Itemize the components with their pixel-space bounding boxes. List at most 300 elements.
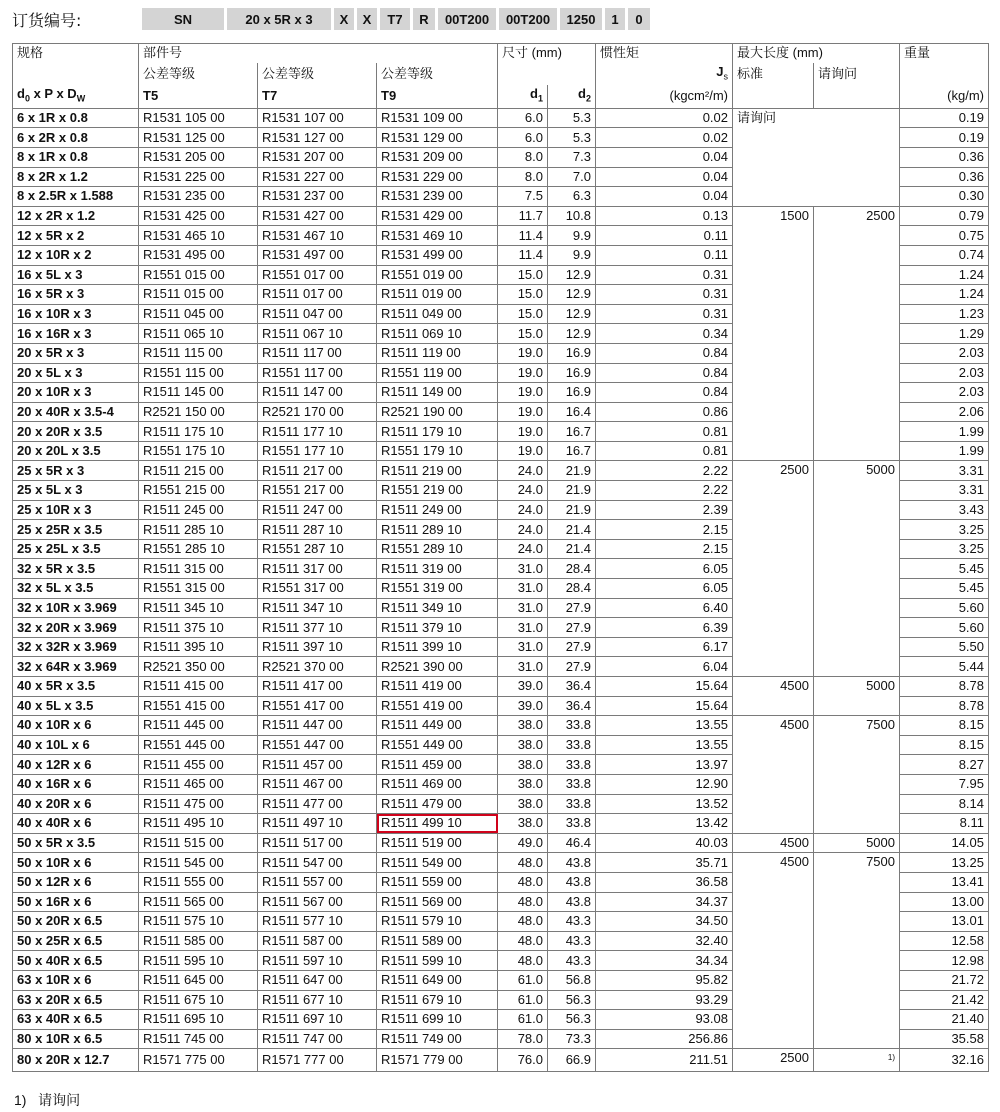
cell-part-t5: R1511 285 10 <box>139 520 258 540</box>
cell-part-t5: R1551 315 00 <box>139 579 258 599</box>
cell-weight: 0.36 <box>900 167 989 187</box>
order-code-cell: 00T200 <box>438 8 496 30</box>
cell-d2: 43.3 <box>548 931 596 951</box>
cell-weight: 3.25 <box>900 539 989 559</box>
cell-maxlen-inquire: 5000 <box>814 833 900 853</box>
cell-d1: 31.0 <box>498 618 548 638</box>
cell-part-t5: R1531 205 00 <box>139 147 258 167</box>
cell-part-t9: R2521 190 00 <box>377 402 498 422</box>
cell-inertia: 13.52 <box>596 794 733 814</box>
cell-part-t7: R1511 377 10 <box>258 618 377 638</box>
header-spec-symbol: $d_0$ x P x $D_W$ <box>13 85 139 108</box>
cell-d2: 73.3 <box>548 1029 596 1049</box>
cell-d2: 21.4 <box>548 539 596 559</box>
cell-maxlen-std: 请询问 <box>733 108 900 206</box>
cell-inertia: 40.03 <box>596 833 733 853</box>
cell-spec: 6 x 1R x 0.8 <box>13 108 139 128</box>
cell-spec: 12 x 10R x 2 <box>13 245 139 265</box>
cell-d2: 33.8 <box>548 794 596 814</box>
cell-spec: 50 x 10R x 6 <box>13 853 139 873</box>
cell-inertia: 32.40 <box>596 931 733 951</box>
cell-spec: 50 x 16R x 6 <box>13 892 139 912</box>
cell-inertia: 0.86 <box>596 402 733 422</box>
cell-inertia: 6.40 <box>596 598 733 618</box>
cell-part-t5: R1551 175 10 <box>139 441 258 461</box>
cell-weight: 2.03 <box>900 343 989 363</box>
cell-spec: 80 x 20R x 12.7 <box>13 1049 139 1071</box>
cell-d2: 33.8 <box>548 735 596 755</box>
cell-spec: 25 x 25L x 3.5 <box>13 539 139 559</box>
cell-d1: 8.0 <box>498 167 548 187</box>
cell-part-t7: R1511 647 00 <box>258 970 377 990</box>
cell-weight: 5.60 <box>900 618 989 638</box>
cell-d2: 12.9 <box>548 285 596 305</box>
cell-part-t9: R1511 569 00 <box>377 892 498 912</box>
cell-inertia: 93.29 <box>596 990 733 1010</box>
cell-part-t9: R1531 239 00 <box>377 187 498 207</box>
cell-spec: 6 x 2R x 0.8 <box>13 128 139 148</box>
order-code-cell: 0 <box>628 8 650 30</box>
cell-d2: 36.4 <box>548 677 596 697</box>
cell-inertia: 2.22 <box>596 461 733 481</box>
table-row <box>13 206 989 226</box>
order-code-cells <box>142 8 653 30</box>
cell-part-t5: R1551 285 10 <box>139 539 258 559</box>
cell-d1: 76.0 <box>498 1049 548 1071</box>
cell-inertia: 13.42 <box>596 814 733 834</box>
cell-part-t5: R1511 415 00 <box>139 677 258 697</box>
cell-d1: 39.0 <box>498 677 548 697</box>
cell-part-t7: R1511 497 10 <box>258 814 377 834</box>
cell-d1: 19.0 <box>498 402 548 422</box>
header-part-no: 部件号 <box>139 44 498 63</box>
cell-spec: 32 x 32R x 3.969 <box>13 637 139 657</box>
cell-part-t5: R1511 645 00 <box>139 970 258 990</box>
cell-d1: 31.0 <box>498 637 548 657</box>
cell-part-t9: R1511 519 00 <box>377 833 498 853</box>
cell-spec: 50 x 5R x 3.5 <box>13 833 139 853</box>
cell-part-t9: R1511 379 10 <box>377 618 498 638</box>
cell-d2: 6.3 <box>548 187 596 207</box>
cell-part-t5: R1511 575 10 <box>139 912 258 932</box>
cell-part-t5: R1511 695 10 <box>139 1010 258 1030</box>
cell-part-t5: R1551 415 00 <box>139 696 258 716</box>
cell-d2: 21.9 <box>548 481 596 501</box>
cell-d2: 7.0 <box>548 167 596 187</box>
cell-spec: 20 x 20R x 3.5 <box>13 422 139 442</box>
cell-part-t9: R1571 779 00 <box>377 1049 498 1071</box>
cell-inertia: 93.08 <box>596 1010 733 1030</box>
cell-inertia: 95.82 <box>596 970 733 990</box>
cell-part-t5: R2521 150 00 <box>139 402 258 422</box>
cell-d2: 66.9 <box>548 1049 596 1071</box>
order-code-cell: X <box>357 8 377 30</box>
cell-weight: 14.05 <box>900 833 989 853</box>
cell-part-t5: R1511 145 00 <box>139 383 258 403</box>
cell-spec: 80 x 10R x 6.5 <box>13 1029 139 1049</box>
cell-part-t9: R1531 109 00 <box>377 108 498 128</box>
cell-inertia: 15.64 <box>596 696 733 716</box>
cell-part-t5: R1551 115 00 <box>139 363 258 383</box>
cell-spec: 12 x 2R x 1.2 <box>13 206 139 226</box>
order-code-label: 订货编号: <box>12 10 82 30</box>
cell-part-t7: R1551 217 00 <box>258 481 377 501</box>
cell-part-t9: R1511 069 10 <box>377 324 498 344</box>
order-code-cell: 1250 <box>560 8 602 30</box>
cell-weight: 3.31 <box>900 461 989 481</box>
cell-part-t9: R1551 419 00 <box>377 696 498 716</box>
cell-part-t9: R1511 549 00 <box>377 853 498 873</box>
cell-inertia: 6.05 <box>596 579 733 599</box>
cell-spec: 40 x 10L x 6 <box>13 735 139 755</box>
cell-spec: 12 x 5R x 2 <box>13 226 139 246</box>
cell-d2: 56.8 <box>548 970 596 990</box>
cell-d1: 48.0 <box>498 951 548 971</box>
cell-part-t9: R1511 749 00 <box>377 1029 498 1049</box>
cell-weight: 0.30 <box>900 187 989 207</box>
cell-weight: 7.95 <box>900 774 989 794</box>
cell-inertia: 6.04 <box>596 657 733 677</box>
cell-part-t7: R1511 577 10 <box>258 912 377 932</box>
cell-part-t5: R1571 775 00 <box>139 1049 258 1071</box>
cell-inertia: 0.11 <box>596 226 733 246</box>
cell-weight: 21.42 <box>900 990 989 1010</box>
cell-part-t9: R1551 019 00 <box>377 265 498 285</box>
spec-table <box>12 43 989 1072</box>
cell-spec: 8 x 2.5R x 1.588 <box>13 187 139 207</box>
cell-d1: 38.0 <box>498 814 548 834</box>
cell-inertia: 36.58 <box>596 872 733 892</box>
cell-d2: 9.9 <box>548 226 596 246</box>
cell-maxlen-inquire: 5000 <box>814 461 900 677</box>
order-code-bar <box>12 8 653 30</box>
cell-part-t7: R1551 317 00 <box>258 579 377 599</box>
cell-d1: 38.0 <box>498 774 548 794</box>
cell-spec: 16 x 5L x 3 <box>13 265 139 285</box>
cell-part-t5: R1511 475 00 <box>139 794 258 814</box>
cell-d2: 27.9 <box>548 598 596 618</box>
cell-part-t7: R1511 287 10 <box>258 520 377 540</box>
header-tol-t5: 公差等级 <box>139 63 258 86</box>
cell-inertia: 34.37 <box>596 892 733 912</box>
cell-spec: 32 x 20R x 3.969 <box>13 618 139 638</box>
cell-part-t5: R1531 105 00 <box>139 108 258 128</box>
cell-inertia: 2.22 <box>596 481 733 501</box>
cell-d1: 15.0 <box>498 265 548 285</box>
cell-part-t9: R1511 219 00 <box>377 461 498 481</box>
cell-weight: 13.00 <box>900 892 989 912</box>
cell-d2: 43.8 <box>548 853 596 873</box>
cell-part-t7: R1511 517 00 <box>258 833 377 853</box>
cell-d2: 7.3 <box>548 147 596 167</box>
header-maxlen: 最大长度 (mm) <box>733 44 900 63</box>
cell-part-t9: R1551 319 00 <box>377 579 498 599</box>
cell-d1: 61.0 <box>498 990 548 1010</box>
cell-part-t7: R1511 457 00 <box>258 755 377 775</box>
cell-inertia: 2.15 <box>596 539 733 559</box>
cell-weight: 1.99 <box>900 422 989 442</box>
cell-part-t9: R1551 179 10 <box>377 441 498 461</box>
cell-d1: 11.4 <box>498 226 548 246</box>
cell-weight: 8.27 <box>900 755 989 775</box>
cell-spec: 50 x 25R x 6.5 <box>13 931 139 951</box>
order-code-cell: 1 <box>605 8 625 30</box>
cell-spec: 25 x 10R x 3 <box>13 500 139 520</box>
cell-d2: 27.9 <box>548 657 596 677</box>
cell-d1: 39.0 <box>498 696 548 716</box>
cell-part-t5: R1551 015 00 <box>139 265 258 285</box>
cell-d1: 48.0 <box>498 912 548 932</box>
cell-weight: 8.78 <box>900 696 989 716</box>
cell-maxlen-inquire: 2500 <box>814 206 900 461</box>
cell-part-t7: R1511 117 00 <box>258 343 377 363</box>
cell-weight: 2.03 <box>900 383 989 403</box>
header-inertia-symbol: $J_s$ <box>596 63 733 86</box>
cell-part-t7: R1511 467 00 <box>258 774 377 794</box>
cell-part-t5: R1511 595 10 <box>139 951 258 971</box>
cell-weight: 8.11 <box>900 814 989 834</box>
cell-d2: 43.3 <box>548 951 596 971</box>
cell-d1: 31.0 <box>498 579 548 599</box>
cell-weight: 5.44 <box>900 657 989 677</box>
cell-part-t9: R1511 249 00 <box>377 500 498 520</box>
cell-part-t5: R1511 675 10 <box>139 990 258 1010</box>
cell-spec: 40 x 5L x 3.5 <box>13 696 139 716</box>
cell-spec: 63 x 20R x 6.5 <box>13 990 139 1010</box>
cell-spec: 25 x 5R x 3 <box>13 461 139 481</box>
cell-d2: 43.8 <box>548 892 596 912</box>
cell-d2: 28.4 <box>548 559 596 579</box>
cell-part-t9: R1511 679 10 <box>377 990 498 1010</box>
table-row <box>13 853 989 873</box>
cell-d1: 31.0 <box>498 657 548 677</box>
cell-part-t7: R1531 237 00 <box>258 187 377 207</box>
cell-part-t5: R1511 495 10 <box>139 814 258 834</box>
cell-weight: 13.41 <box>900 872 989 892</box>
cell-part-t5: R1531 125 00 <box>139 128 258 148</box>
cell-part-t5: R1531 225 00 <box>139 167 258 187</box>
cell-part-t9: R1511 419 00 <box>377 677 498 697</box>
cell-part-t7: R1511 557 00 <box>258 872 377 892</box>
cell-d2: 28.4 <box>548 579 596 599</box>
cell-spec: 63 x 10R x 6 <box>13 970 139 990</box>
cell-part-t7: R1511 217 00 <box>258 461 377 481</box>
cell-d1: 48.0 <box>498 892 548 912</box>
cell-part-t5: R1511 175 10 <box>139 422 258 442</box>
cell-part-t5: R1511 455 00 <box>139 755 258 775</box>
cell-d2: 5.3 <box>548 108 596 128</box>
cell-weight: 35.58 <box>900 1029 989 1049</box>
cell-part-t5: R1511 065 10 <box>139 324 258 344</box>
cell-inertia: 0.31 <box>596 304 733 324</box>
cell-part-t7: R1511 747 00 <box>258 1029 377 1049</box>
cell-d1: 6.0 <box>498 108 548 128</box>
cell-d2: 36.4 <box>548 696 596 716</box>
cell-d2: 46.4 <box>548 833 596 853</box>
cell-spec: 16 x 5R x 3 <box>13 285 139 305</box>
cell-d2: 12.9 <box>548 265 596 285</box>
cell-d2: 16.9 <box>548 363 596 383</box>
cell-inertia: 0.04 <box>596 147 733 167</box>
header-tol-t9: 公差等级 <box>377 63 498 86</box>
cell-part-t7: R1511 177 10 <box>258 422 377 442</box>
cell-weight: 3.43 <box>900 500 989 520</box>
cell-weight: 1.99 <box>900 441 989 461</box>
table-row <box>13 108 989 128</box>
cell-part-t9: R1511 449 00 <box>377 716 498 736</box>
cell-spec: 20 x 5R x 3 <box>13 343 139 363</box>
cell-d1: 24.0 <box>498 520 548 540</box>
cell-weight: 5.60 <box>900 598 989 618</box>
cell-inertia: 0.84 <box>596 383 733 403</box>
cell-spec: 32 x 5L x 3.5 <box>13 579 139 599</box>
cell-part-t7: R1511 417 00 <box>258 677 377 697</box>
cell-d1: 11.4 <box>498 245 548 265</box>
cell-d2: 16.4 <box>548 402 596 422</box>
cell-part-t9: R1511 469 00 <box>377 774 498 794</box>
cell-part-t7: R1551 417 00 <box>258 696 377 716</box>
cell-d1: 24.0 <box>498 481 548 501</box>
cell-d2: 10.8 <box>548 206 596 226</box>
cell-d1: 19.0 <box>498 363 548 383</box>
header-t5: T5 <box>139 85 258 108</box>
cell-inertia: 12.90 <box>596 774 733 794</box>
cell-part-t9: R1551 449 00 <box>377 735 498 755</box>
cell-d2: 21.9 <box>548 461 596 481</box>
cell-part-t7: R1531 227 00 <box>258 167 377 187</box>
cell-spec: 50 x 20R x 6.5 <box>13 912 139 932</box>
cell-part-t9: R2521 390 00 <box>377 657 498 677</box>
table-row <box>13 677 989 697</box>
cell-inertia: 0.02 <box>596 128 733 148</box>
cell-d1: 15.0 <box>498 285 548 305</box>
cell-inertia: 13.55 <box>596 716 733 736</box>
cell-weight: 8.78 <box>900 677 989 697</box>
cell-part-t5: R1511 115 00 <box>139 343 258 363</box>
cell-part-t5: R1511 445 00 <box>139 716 258 736</box>
cell-part-t9: R1511 459 00 <box>377 755 498 775</box>
cell-d1: 19.0 <box>498 441 548 461</box>
cell-weight: 0.79 <box>900 206 989 226</box>
cell-d1: 15.0 <box>498 324 548 344</box>
cell-maxlen-std: 4500 <box>733 853 814 1049</box>
cell-part-t5: R1511 375 10 <box>139 618 258 638</box>
cell-d2: 16.9 <box>548 343 596 363</box>
cell-part-t5: R1551 445 00 <box>139 735 258 755</box>
cell-part-t9: R1511 559 00 <box>377 872 498 892</box>
cell-part-t5: R1511 345 10 <box>139 598 258 618</box>
cell-weight: 12.58 <box>900 931 989 951</box>
cell-inertia: 35.71 <box>596 853 733 873</box>
table-row <box>13 461 989 481</box>
cell-part-t5: R1511 545 00 <box>139 853 258 873</box>
header-weight-unit: (kg/m) <box>900 85 989 108</box>
cell-d1: 38.0 <box>498 755 548 775</box>
cell-d2: 33.8 <box>548 774 596 794</box>
cell-d2: 27.9 <box>548 637 596 657</box>
cell-d1: 11.7 <box>498 206 548 226</box>
cell-part-t7: R1551 017 00 <box>258 265 377 285</box>
cell-part-t9: R1551 119 00 <box>377 363 498 383</box>
cell-inertia: 0.34 <box>596 324 733 344</box>
cell-weight: 5.45 <box>900 579 989 599</box>
cell-part-t7: R1551 447 00 <box>258 735 377 755</box>
cell-part-t7: R1571 777 00 <box>258 1049 377 1071</box>
cell-inertia: 34.34 <box>596 951 733 971</box>
cell-spec: 25 x 25R x 3.5 <box>13 520 139 540</box>
cell-part-t9: R1511 699 10 <box>377 1010 498 1030</box>
cell-part-t9: R1511 649 00 <box>377 970 498 990</box>
header-tol-t7: 公差等级 <box>258 63 377 86</box>
cell-part-t5: R1511 465 00 <box>139 774 258 794</box>
cell-inertia: 0.04 <box>596 167 733 187</box>
cell-part-t7: R1511 147 00 <box>258 383 377 403</box>
cell-weight: 1.24 <box>900 285 989 305</box>
cell-d1: 31.0 <box>498 598 548 618</box>
header-inertia: 惯性矩 <box>596 44 733 63</box>
footnote-text: 请询问 <box>38 1092 81 1108</box>
header-d1: $d_1$ <box>498 85 548 108</box>
cell-weight: 13.25 <box>900 853 989 873</box>
cell-weight: 0.36 <box>900 147 989 167</box>
cell-part-t7: R1511 047 00 <box>258 304 377 324</box>
spec-table-body <box>13 108 989 1071</box>
header-d2: $d_2$ <box>548 85 596 108</box>
cell-part-t7: R1511 347 10 <box>258 598 377 618</box>
cell-part-t7: R1531 207 00 <box>258 147 377 167</box>
cell-weight: 1.23 <box>900 304 989 324</box>
cell-inertia: 15.64 <box>596 677 733 697</box>
cell-inertia: 0.81 <box>596 441 733 461</box>
cell-spec: 32 x 10R x 3.969 <box>13 598 139 618</box>
cell-d1: 38.0 <box>498 794 548 814</box>
cell-spec: 20 x 5L x 3 <box>13 363 139 383</box>
cell-weight: 5.45 <box>900 559 989 579</box>
cell-part-t7: R1511 017 00 <box>258 285 377 305</box>
cell-part-t9: R1511 399 10 <box>377 637 498 657</box>
cell-part-t9: R1511 289 10 <box>377 520 498 540</box>
cell-d1: 7.5 <box>498 187 548 207</box>
cell-d2: 12.9 <box>548 324 596 344</box>
cell-inertia: 0.81 <box>596 422 733 442</box>
cell-d1: 38.0 <box>498 716 548 736</box>
cell-part-t9: R1531 129 00 <box>377 128 498 148</box>
cell-d1: 78.0 <box>498 1029 548 1049</box>
cell-part-t7: R1511 587 00 <box>258 931 377 951</box>
cell-inertia: 0.13 <box>596 206 733 226</box>
order-code-cell: 20 x 5R x 3 <box>227 8 331 30</box>
order-code-cell: SN <box>142 8 224 30</box>
cell-inertia: 211.51 <box>596 1049 733 1071</box>
cell-part-t5: R1511 215 00 <box>139 461 258 481</box>
cell-inertia: 6.05 <box>596 559 733 579</box>
cell-maxlen-std: 4500 <box>733 716 814 834</box>
cell-d1: 48.0 <box>498 931 548 951</box>
cell-weight: 8.15 <box>900 716 989 736</box>
cell-part-t7: R2521 170 00 <box>258 402 377 422</box>
cell-part-t5: R1511 585 00 <box>139 931 258 951</box>
cell-d2: 21.4 <box>548 520 596 540</box>
cell-weight: 3.31 <box>900 481 989 501</box>
cell-part-t9: R1511 149 00 <box>377 383 498 403</box>
cell-spec: 8 x 1R x 0.8 <box>13 147 139 167</box>
cell-d1: 19.0 <box>498 383 548 403</box>
cell-part-t7: R1511 597 10 <box>258 951 377 971</box>
order-code-cell: T7 <box>380 8 410 30</box>
header-t7: T7 <box>258 85 377 108</box>
cell-part-t9: R1511 019 00 <box>377 285 498 305</box>
cell-inertia: 0.84 <box>596 363 733 383</box>
